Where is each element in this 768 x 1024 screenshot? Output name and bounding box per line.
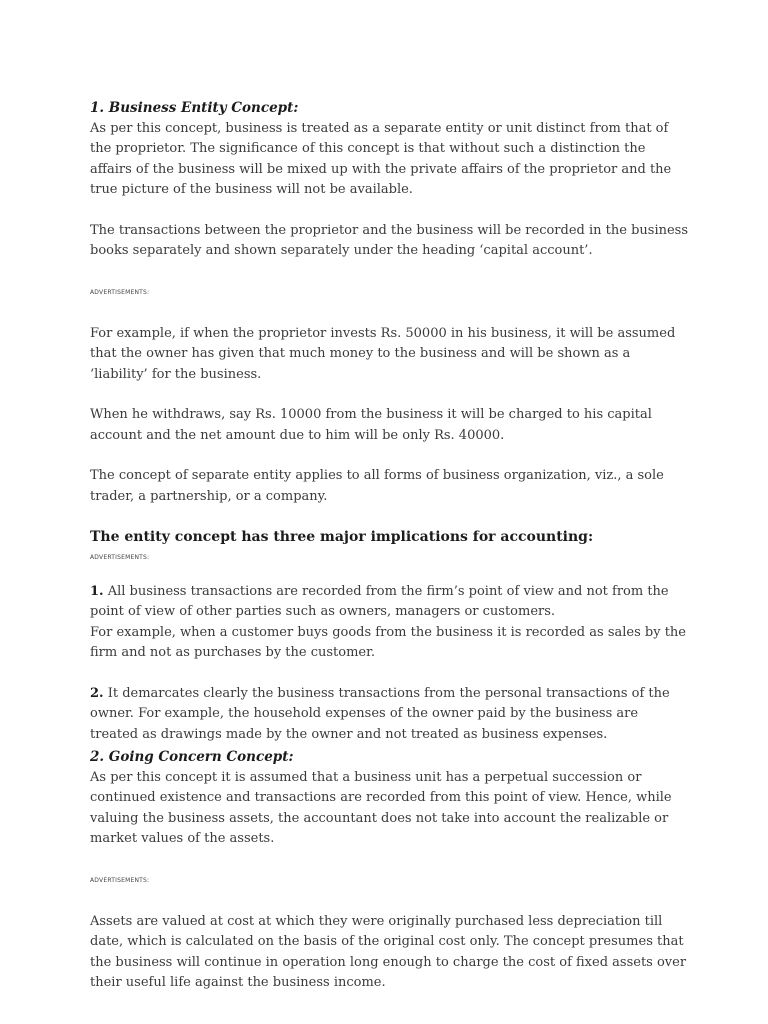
point-text: It demarcates clearly the business transactions from the personal transactions of the owner. For example, the household expenses of the owner paid by the business are treated as drawings made by the owner and not treated as business expenses. (90, 685, 670, 742)
paragraph: For example, if when the proprietor invests Rs. 50000 in his business, it will be assumed that the owner has given that much money to the business and will be shown as a ‘liability’ for the business. (90, 325, 676, 382)
paragraph: The transactions between the proprietor and the business will be recorded in the business books separately and shown separately under the heading ‘capital account’. (90, 222, 689, 258)
paragraph: When he withdraws, say Rs. 10000 from the business it will be charged to his capital account and the net amount due to him will be only Rs. 40000. (90, 407, 652, 443)
point-text: All business transactions are recorded from the firm’s point of view and not from the point of view of other parties such as owners, managers or customers. (90, 583, 669, 619)
advertisement-label: ADVERTISEMENTS: (90, 553, 150, 561)
implication-point-2 (90, 684, 690, 746)
paragraph: As per this concept, business is treated as a separate entity or unit distinct from that of the proprietor. The significance of this concept is that without such a distinction the affairs of the business will be mixed up with the private affairs of the proprietor and the true picture of the business will not be available. (90, 120, 672, 197)
paragraph: The concept of separate entity applies to all forms of business organization, viz., a sole trader, a partnership, or a company. (90, 468, 664, 504)
implication-point-1 (90, 582, 690, 623)
point-number: 1. (90, 583, 104, 599)
section-heading-business-entity: 1. Business Entity Concept: (90, 100, 299, 116)
article-body (90, 98, 690, 994)
advertisement-label: ADVERTISEMENTS: (90, 288, 150, 296)
paragraph: As per this concept it is assumed that a business unit has a perpetual succession or continued existence and transactions are recorded from this point of view. Hence, while valuing the business assets, the accountant does not take into account the realizable or market values of the assets. (90, 769, 672, 846)
paragraph: Assets are valued at cost at which they were originally purchased less depreciation till date, which is calculated on the basis of the original cost only. The concept presumes that the business will continue in operation long enough to charge the cost of fixed assets over their useful life against the business income. (90, 913, 687, 990)
advertisement-label: ADVERTISEMENTS: (90, 876, 150, 884)
point-number: 2. (90, 685, 104, 701)
implication-example: For example, when a customer buys goods from the business it is recorded as sales by the firm and not as purchases by the customer. (90, 624, 686, 660)
section-heading-going-concern: 2. Going Concern Concept: (90, 749, 294, 765)
implications-heading: The entity concept has three major implications for accounting: (90, 529, 594, 545)
